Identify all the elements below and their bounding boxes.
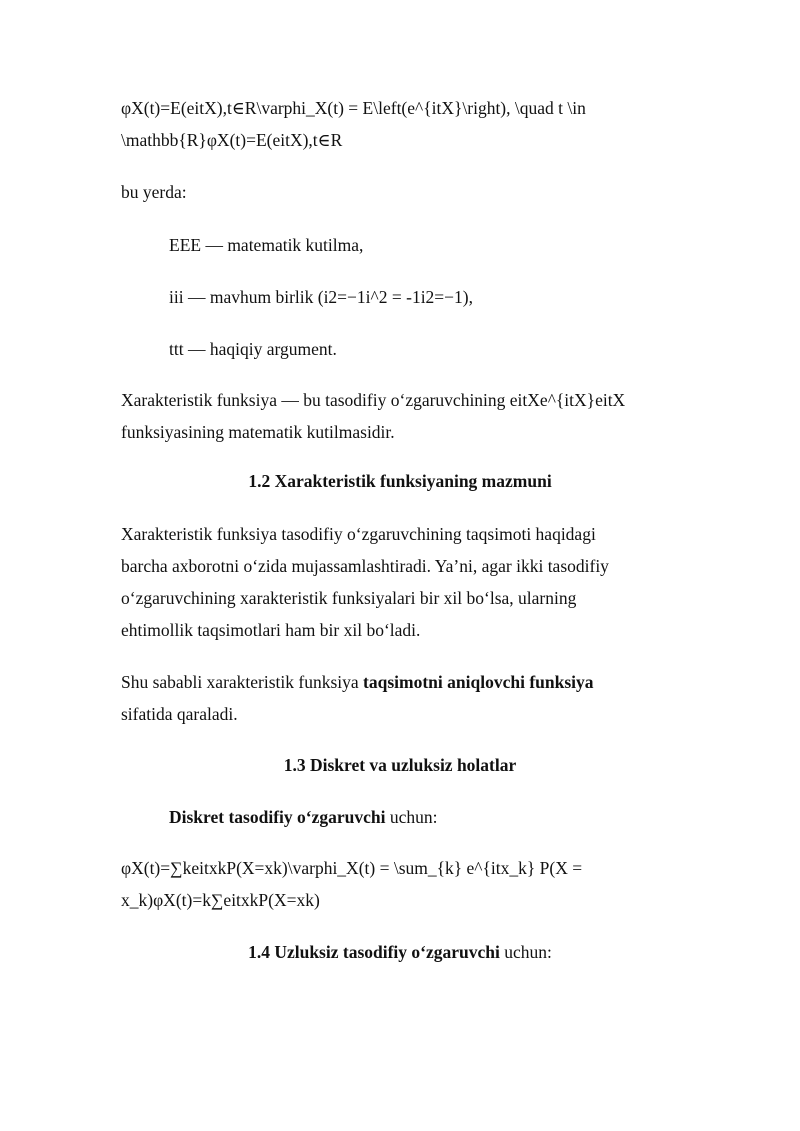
- definition-item: ttt — haqiqiy argument.: [169, 339, 337, 359]
- section-heading: [0, 465, 800, 497]
- definition-item: EEE — matematik kutilma,: [169, 235, 364, 255]
- text-span: uchun:: [385, 807, 438, 827]
- paragraph-line: o‘zgaruvchining xarakteristik funksiyalari bir xil bo‘lsa, ularning: [121, 588, 577, 608]
- section-heading-text: 1.2 Xarakteristik funksiyaning mazmuni: [248, 471, 552, 491]
- paragraph-line: barcha axborotni o‘zida mujassamlashtiradi. Ya’ni, agar ikki tasodifiy: [121, 556, 609, 576]
- paragraph-line: [121, 666, 681, 698]
- formula-line: \mathbb{R}φX(t)=E(eitX),t∈R: [121, 130, 343, 150]
- section-heading-text: 1.4 Uzluksiz tasodifiy o‘zgaruvchi: [248, 942, 500, 962]
- text-span: uchun:: [499, 942, 552, 962]
- formula-line: x_k)φX(t)=k∑eitxkP(X=xk): [121, 890, 320, 910]
- section-heading-text: 1.3 Diskret va uzluksiz holatlar: [283, 755, 517, 775]
- bold-term: Diskret tasodifiy o‘zgaruvchi: [169, 807, 386, 827]
- definition-item: iii — mavhum birlik (i2=−1i^2 = -1i2=−1),: [169, 287, 473, 307]
- paragraph-line: ehtimollik taqsimotlari ham bir xil bo‘ladi.: [121, 620, 421, 640]
- formula-line: φX(t)=∑keitxkP(X=xk)\varphi_X(t) = \sum_{k} e^{itx_k} P(X =: [121, 858, 583, 878]
- bu-yerda-text: bu yerda:: [121, 182, 187, 202]
- paragraph-line: Xarakteristik funksiya — bu tasodifiy o‘zgaruvchining eitXe^{itX}eitX: [121, 390, 626, 410]
- bold-term: taqsimotni aniqlovchi funksiya: [363, 672, 594, 692]
- text-span: Shu sababli xarakteristik funksiya: [121, 672, 364, 692]
- formula-line: φX(t)=E(eitX),t∈R\varphi_X(t) = E\left(e^{itX}\right), \quad t \in: [121, 98, 586, 118]
- paragraph-line: Xarakteristik funksiya tasodifiy o‘zgaruvchining taqsimoti haqidagi: [121, 524, 596, 544]
- paragraph-line: sifatida qaraladi.: [121, 704, 238, 724]
- discrete-label: [169, 801, 729, 833]
- paragraph-line: funksiyasining matematik kutilmasidir.: [121, 422, 395, 442]
- section-heading: [0, 749, 800, 781]
- section-heading: [0, 936, 800, 968]
